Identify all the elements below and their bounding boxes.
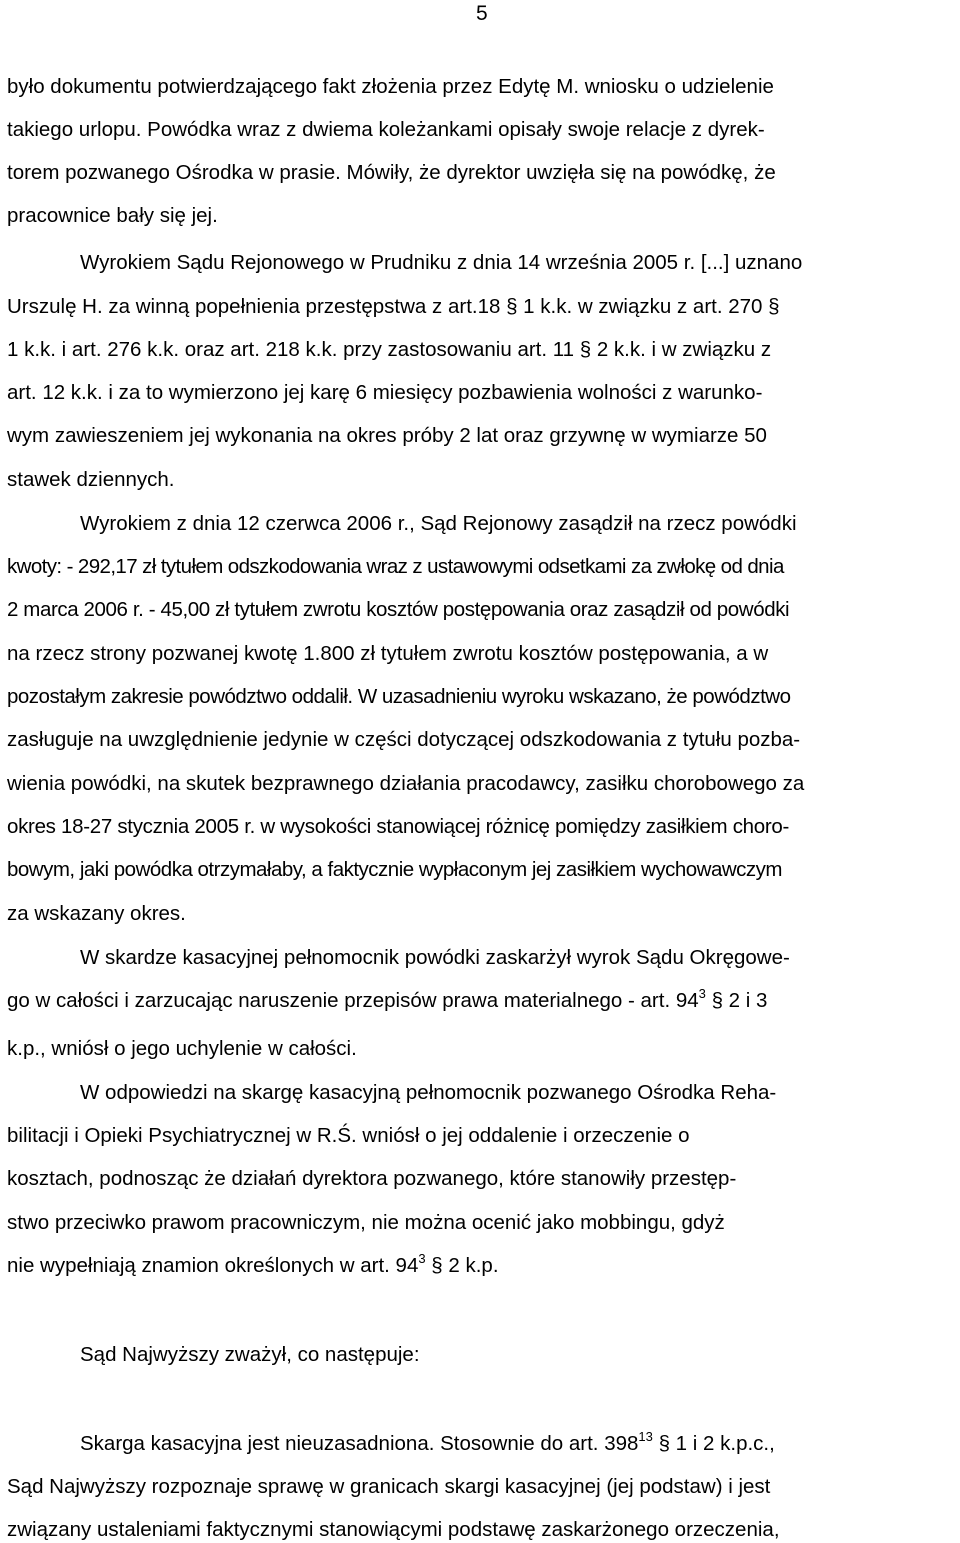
text-line: W odpowiedzi na skargę kasacyjną pełnomocnik pozwanego Ośrodka Reha- xyxy=(80,1081,777,1104)
text-line: stwo przeciwko prawom pracowniczym, nie można ocenić jako mobbingu, gdyż xyxy=(7,1211,725,1234)
text-segment: go w całości i zarzucając naruszenie przepisów prawa materialnego - art. 94 xyxy=(7,989,699,1012)
text-segment: nie wypełniają znamion określonych w art. 94 xyxy=(7,1254,419,1277)
text-line: kwoty: - 292,17 zł tytułem odszkodowania wraz z ustawowymi odsetkami za zwłokę od dnia xyxy=(7,555,784,578)
text-line: Wyrokiem z dnia 12 czerwca 2006 r., Sąd Rejonowy zasądził na rzecz powódki xyxy=(80,512,797,535)
text-line: bilitacji i Opieki Psychiatrycznej w R.Ś. wniósł o jej oddalenie i orzeczenie o xyxy=(7,1124,690,1147)
text-segment: Skarga kasacyjna jest nieuzasadniona. Stosownie do art. 398 xyxy=(80,1432,639,1455)
text-line: za wskazany okres. xyxy=(7,902,186,925)
text-segment: § 1 i 2 k.p.c., xyxy=(658,1432,775,1455)
text-line: związany ustaleniami faktycznymi stanowiącymi podstawę zaskarżonego orzeczenia, xyxy=(7,1518,780,1541)
text-line: okres 18-27 stycznia 2005 r. w wysokości stanowiącej różnicę pomiędzy zasiłkiem choro- xyxy=(7,815,790,838)
text-line: wienia powódki, na skutek bezprawnego działania pracodawcy, zasiłku chorobowego za xyxy=(7,772,805,795)
text-segment: § 2 i 3 xyxy=(711,989,768,1012)
text-line: W skardze kasacyjnej pełnomocnik powódki zaskarżył wyrok Sądu Okręgowe- xyxy=(80,946,790,969)
text-line: było dokumentu potwierdzającego fakt złożenia przez Edytę M. wniosku o udzielenie xyxy=(7,75,774,98)
text-line: k.p., wniósł o jego uchylenie w całości. xyxy=(7,1037,357,1060)
text-line: bowym, jaki powódka otrzymałaby, a faktycznie wypłaconym jej zasiłkiem wychowawczym xyxy=(7,858,782,881)
text-line: Wyrokiem Sądu Rejonowego w Prudniku z dnia 14 września 2005 r. [...] uznano xyxy=(80,251,803,274)
text-line: zasługuje na uwzględnienie jedynie w części dotyczącej odszkodowania z tytułu pozba- xyxy=(7,728,801,751)
text-line: kosztach, podnosząc że działań dyrektora pozwanego, które stanowiły przestęp- xyxy=(7,1167,737,1190)
text-line: stawek dziennych. xyxy=(7,468,175,491)
text-line: Urszulę H. za winną popełnienia przestępstwa z art.18 § 1 k.k. w związku z art. 270 § xyxy=(7,295,780,318)
text-line: art. 12 k.k. i za to wymierzono jej karę 6 miesięcy pozbawienia wolności z warunko- xyxy=(7,381,763,404)
section-heading: Sąd Najwyższy zważył, co następuje: xyxy=(80,1343,420,1366)
text-line: pracownice bały się jej. xyxy=(7,204,218,227)
page-number: 5 xyxy=(476,2,488,25)
text-line: takiego urlopu. Powódka wraz z dwiema koleżankami opisały swoje relacje z dyrek- xyxy=(7,118,765,141)
superscript: 3 xyxy=(698,986,706,1001)
text-line xyxy=(7,988,767,1014)
superscript: 13 xyxy=(638,1429,653,1444)
text-line: pozostałym zakresie powództwo oddalił. W uzasadnieniu wyroku wskazano, że powództwo xyxy=(7,685,791,708)
text-segment: § 2 k.p. xyxy=(431,1254,499,1277)
superscript: 3 xyxy=(418,1251,426,1266)
text-line xyxy=(80,1431,775,1457)
text-line: 1 k.k. i art. 276 k.k. oraz art. 218 k.k. przy zastosowaniu art. 11 § 2 k.k. i w związku z xyxy=(7,338,772,361)
text-line: 2 marca 2006 r. - 45,00 zł tytułem zwrotu kosztów postępowania oraz zasądził od powódki xyxy=(7,598,790,621)
text-line xyxy=(7,1253,499,1279)
text-line: na rzecz strony pozwanej kwotę 1.800 zł tytułem zwrotu kosztów postępowania, a w xyxy=(7,642,769,665)
text-line: Sąd Najwyższy rozpoznaje sprawę w granicach skargi kasacyjnej (jej podstaw) i jest xyxy=(7,1475,771,1498)
text-line: wym zawieszeniem jej wykonania na okres próby 2 lat oraz grzywnę w wymiarze 50 xyxy=(7,424,767,447)
text-line: torem pozwanego Ośrodka w prasie. Mówiły, że dyrektor uwzięła się na powódkę, że xyxy=(7,161,776,184)
